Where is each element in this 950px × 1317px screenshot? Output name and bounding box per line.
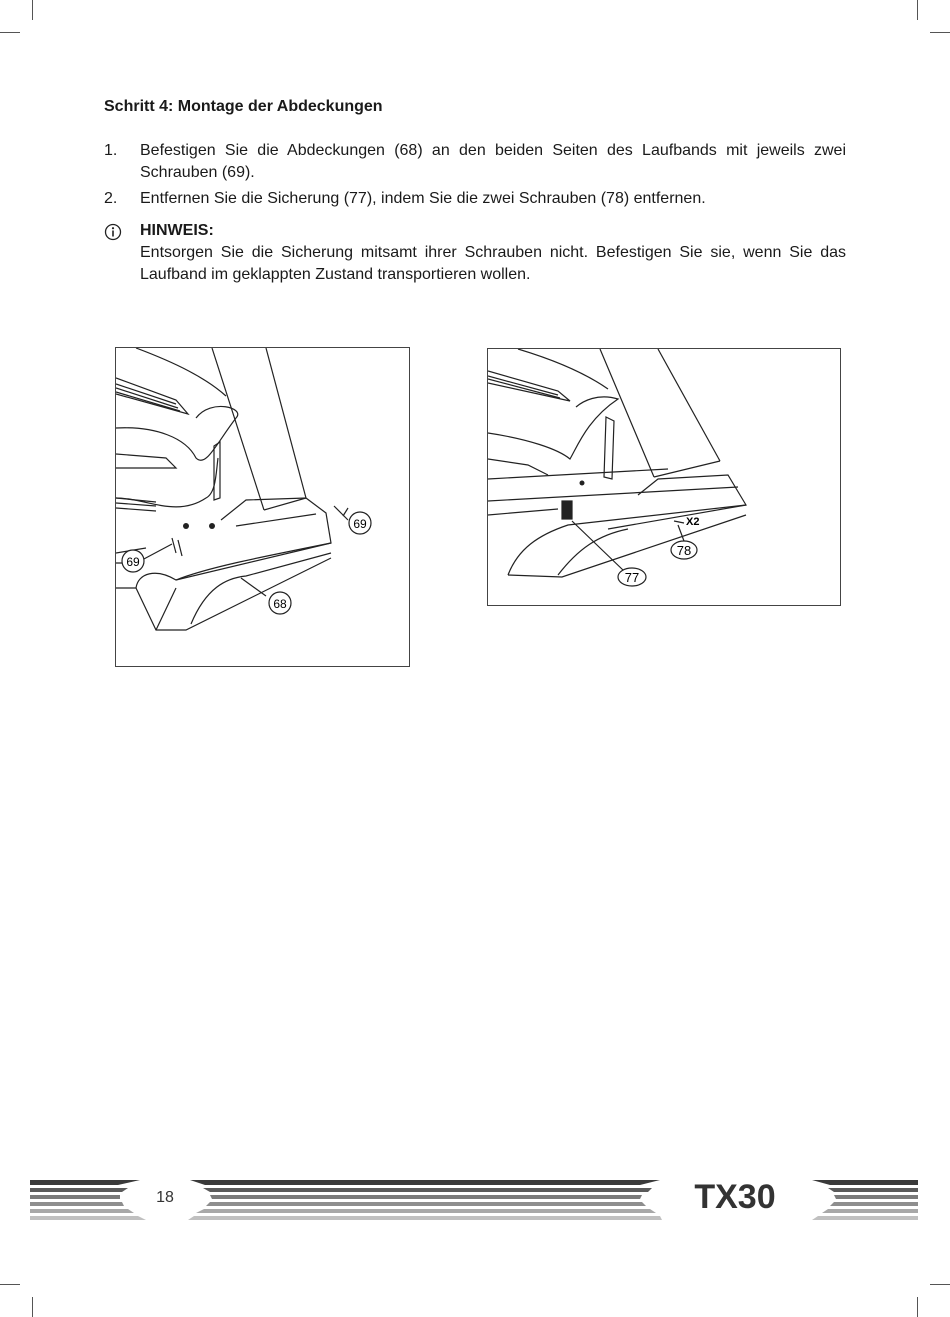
step-number: 1. bbox=[104, 142, 118, 159]
callout-77 bbox=[618, 568, 646, 586]
treadmill-cover-illustration bbox=[116, 348, 409, 666]
svg-text:69: 69 bbox=[126, 555, 140, 569]
footer-stripes bbox=[0, 1170, 950, 1230]
step-list bbox=[104, 140, 846, 214]
crop-mark bbox=[0, 32, 20, 33]
svg-text:77: 77 bbox=[624, 570, 640, 585]
quantity-label: X2 bbox=[686, 516, 700, 528]
list-item bbox=[104, 140, 846, 184]
heading-title: Montage der Abdeckungen bbox=[177, 98, 383, 115]
callout-78 bbox=[671, 541, 697, 559]
step-text: Entfernen Sie die Sicherung (77), indem Sie die zwei Schrauben (78) entfernen. bbox=[140, 190, 706, 207]
note-title: HINWEIS: bbox=[140, 222, 214, 239]
crop-mark bbox=[32, 1297, 33, 1317]
step-number: 2. bbox=[104, 190, 118, 207]
crop-mark bbox=[917, 1297, 918, 1317]
svg-text:69: 69 bbox=[353, 517, 367, 531]
crop-mark bbox=[917, 0, 918, 20]
crop-mark bbox=[930, 32, 950, 33]
svg-text:68: 68 bbox=[273, 597, 287, 611]
list-item bbox=[104, 188, 846, 210]
crop-mark bbox=[32, 0, 33, 20]
svg-text:78: 78 bbox=[676, 543, 692, 558]
page-number: 18 bbox=[156, 1189, 174, 1206]
crop-mark bbox=[0, 1284, 20, 1285]
callout-69-left bbox=[122, 550, 144, 572]
treadmill-lock-illustration bbox=[488, 349, 840, 605]
info-icon bbox=[104, 223, 122, 241]
figure-cover-mounting bbox=[115, 347, 410, 667]
figure-lock-removal bbox=[487, 348, 841, 606]
callout-69-right bbox=[349, 512, 371, 534]
model-name: TX30 bbox=[694, 1178, 776, 1216]
callout-68 bbox=[269, 592, 291, 614]
note-box bbox=[104, 220, 846, 286]
section-heading bbox=[104, 98, 383, 116]
crop-mark bbox=[930, 1284, 950, 1285]
note-text: Entsorgen Sie die Sicherung mitsamt ihrer Schrauben nicht. Befestigen Sie sie, wenn Sie das Laufband im geklappten Zustand transportieren wollen. bbox=[140, 244, 846, 283]
step-text: Befestigen Sie die Abdeckungen (68) an den beiden Seiten des Laufbands mit jeweils zwei Schrauben (69). bbox=[140, 142, 846, 181]
heading-step-label: Schritt 4: bbox=[104, 98, 174, 115]
